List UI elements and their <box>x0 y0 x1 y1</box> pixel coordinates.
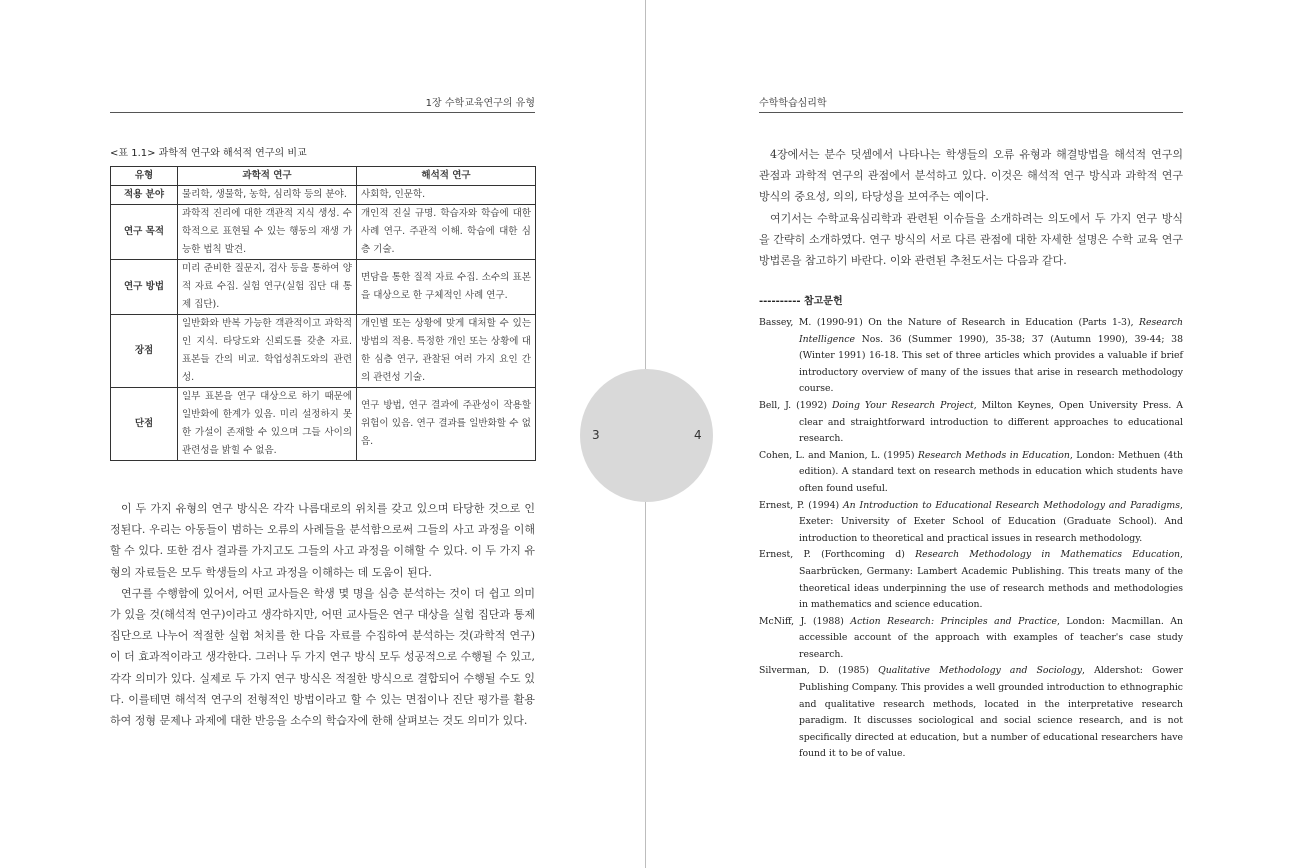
paragraph: 4장에서는 분수 덧셈에서 나타나는 학생들의 오류 유형과 해결방법을 해석적 연구의 관점과 과학적 연구의 관점에서 분석하고 있다. 이것은 해석적 연구 방식과 과학적 연구 방식의 중요성, 의의, 타당성을 보여주는 예이다. <box>759 148 1183 204</box>
paragraph: 여기서는 수학교육심리학과 관련된 이슈들을 소개하려는 의도에서 두 가지 연구 방식을 간략히 소개하였다. 연구 방식의 서로 다른 관점에 대한 자세한 설명은 수학 교육 연구방법론을 참고하기 바란다. 이와 관련된 추천도서는 다음과 같다. <box>759 211 1183 268</box>
ref-lead: Ernest, P. (Forthcoming d) <box>759 549 916 561</box>
ref-title: Qualitative Methodology and Sociology <box>878 665 1083 677</box>
scientific-cell: 일부 표본을 연구 대상으로 하기 때문에 일반화에 한계가 있음. 미리 설정하지 못한 가설이 존재할 수 있으며 그들 사이의 관련성을 밝힐 수 없음. <box>178 388 357 461</box>
reference-entry <box>759 448 1183 498</box>
ref-lead: McNiff, J. (1988) <box>759 615 851 627</box>
interpretive-cell: 개인적 진실 규명. 학습자와 학습에 대한 사례 연구. 주관적 이해. 학습에 대한 심층 기술. <box>357 205 536 260</box>
ref-lead: Cohen, L. and Manion, L. (1995) <box>759 449 918 461</box>
ref-rest: , Saarbrücken, Germany: Lambert Academic Publishing. This treats many of the theoretical ideas underpinning the use of research methods and methodologies in mathematics and science education. <box>799 549 1183 611</box>
ref-rest: Nos. 36 (Summer 1990), 35-38; 37 (Autumn 1990), 39-44; 38 (Winter 1991) 16-18. This set of three articles which provides a valuable if brief introductory overview of many of the issues that arise in research methodology course. <box>799 333 1183 395</box>
scientific-cell: 물리학, 생물학, 농학, 심리학 등의 분야. <box>178 186 357 205</box>
header-scientific: 과학적 연구 <box>178 167 357 186</box>
ref-title: Research Intelligence <box>799 317 1183 345</box>
book-title-header: 수학학습심리학 <box>759 94 1183 113</box>
row-label: 연구 방법 <box>111 260 178 315</box>
table-row <box>111 205 536 260</box>
ref-rest: , Milton Keynes, Open University Press. A clear and straightforward introduction to different approaches to educational research. <box>799 399 1183 445</box>
paragraph: 연구를 수행함에 있어서, 어떤 교사들은 학생 몇 명을 심층 분석하는 것이 더 쉽고 의미가 있을 것(해석적 연구)이라고 생각하지만, 어떤 교사들은 연구 대상을 실험 집단과 통제 집단으로 나누어 적절한 실험 처치를 한 다음 자료를 수집하여 분석하는 것(과학적 연구)이 더 효과적이라고 생각한다. 그러나 두 가지 연구 방식 모두 성공적으로 수행될 수 있고, 각각 의미가 있다. 실제로 두 가지 연구 방식은 적절한 방식으로 결합되어 수행될 수도 있다. 이를테면 해석적 연구의 전형적인 방법이라고 할 수 있는 면접이나 진단 평가를 활용하여 정형 문제나 과제에 대한 반응을 소수의 학습자에 한해 살펴보는 것도 의미가 있다. <box>110 586 535 728</box>
table-header-row <box>111 167 536 186</box>
page-number-left: 3 <box>592 428 600 442</box>
table-row <box>111 186 536 205</box>
reference-entry <box>759 614 1183 664</box>
header-interpretive: 해석적 연구 <box>357 167 536 186</box>
row-label: 연구 목적 <box>111 205 178 260</box>
chapter-header: 1장 수학교육연구의 유형 <box>110 94 535 113</box>
reference-entry <box>759 315 1183 398</box>
table-row <box>111 315 536 388</box>
ref-title: Doing Your Research Project <box>831 399 974 411</box>
ref-title: Research Methods in Education <box>917 449 1070 461</box>
references-list <box>759 315 1183 763</box>
left-page <box>0 0 645 868</box>
row-label: 적용 분야 <box>111 186 178 205</box>
ref-title: Action Research: Principles and Practice <box>850 615 1057 627</box>
interpretive-cell: 사회학, 인문학. <box>357 186 536 205</box>
interpretive-cell: 연구 방법, 연구 결과에 주관성이 작용할 위험이 있음. 연구 결과를 일반화할 수 없음. <box>357 388 536 461</box>
header-type: 유형 <box>111 167 178 186</box>
page-number-right: 4 <box>694 428 702 442</box>
reference-entry <box>759 398 1183 448</box>
scientific-cell: 일반화와 반복 가능한 객관적이고 과학적인 지식. 타당도와 신뢰도를 갖춘 자료. 표본들 간의 비교. 학업성취도와의 관련성. <box>178 315 357 388</box>
table-row <box>111 388 536 461</box>
ref-lead: Bell, J. (1992) <box>759 399 832 411</box>
ref-rest: , Exeter: University of Exeter School of Education (Graduate School). And introduction to theoretical and practical issues in research methodology. <box>799 499 1183 544</box>
references-title: ---------- 참고문헌 <box>759 296 843 307</box>
right-page <box>647 0 1293 868</box>
row-label: 장점 <box>111 315 178 388</box>
scientific-cell: 미리 준비한 질문지, 검사 등을 통하여 양적 자료 수집. 실험 연구(실험 집단 대 통제 집단). <box>178 260 357 315</box>
reference-entry <box>759 498 1183 548</box>
comparison-table <box>110 166 536 461</box>
row-label: 단점 <box>111 388 178 461</box>
table-caption: <표 1.1> 과학적 연구와 해석적 연구의 비교 <box>110 148 307 159</box>
left-body-text <box>110 498 535 731</box>
ref-rest: , London: Macmillan. An accessible account of the approach with examples of teacher's case study research. <box>799 615 1183 660</box>
interpretive-cell: 면담을 통한 질적 자료 수집. 소수의 표본을 대상으로 한 구체적인 사례 연구. <box>357 260 536 315</box>
ref-title: An Introduction to Educational Research Methodology and Paradigms <box>842 499 1181 511</box>
reference-entry <box>759 547 1183 613</box>
reference-entry <box>759 663 1183 763</box>
ref-lead: Bassey, M. (1990-91) On the Nature of Research in Education (Parts 1-3), <box>759 317 1140 328</box>
table-row <box>111 260 536 315</box>
interpretive-cell: 개인별 또는 상황에 맞게 대처할 수 있는 방법의 적용. 특정한 개인 또는 상황에 대한 심층 연구, 관찰된 여러 가지 요인 간의 관련성 기술. <box>357 315 536 388</box>
ref-rest: , Aldershot: Gower Publishing Company. This provides a well grounded introduction to ethnographic and qualitative research methods, located in the interpretative research paradigm. It discusses sociological and social science research, and is not specifically directed at education, but a number of educational researchers have found it to be of value. <box>799 665 1183 760</box>
ref-lead: Silverman, D. (1985) <box>759 665 879 677</box>
right-body-text <box>759 144 1183 271</box>
ref-lead: Ernest, P. (1994) <box>759 499 843 511</box>
ref-rest: , London: Methuen (4th edition). A standard text on research methods in education which students have often found useful. <box>799 449 1183 494</box>
ref-title: Research Methodology in Mathematics Education <box>915 549 1181 561</box>
paragraph: 이 두 가지 유형의 연구 방식은 각각 나름대로의 위치를 갖고 있으며 타당한 것으로 인정된다. 우리는 아동들이 범하는 오류의 사례들을 분석함으로써 그들의 사고 과정을 이해할 수 있다. 또한 검사 결과를 가지고도 그들의 사고 과정을 이해할 수 있다. 이 두 가지 유형의 자료들은 모두 학생들의 사고 과정을 이해하는 데 도움이 된다. <box>110 502 535 579</box>
scientific-cell: 과학적 진리에 대한 객관적 지식 생성. 수학적으로 표현될 수 있는 행동의 재생 가능한 법칙 발견. <box>178 205 357 260</box>
